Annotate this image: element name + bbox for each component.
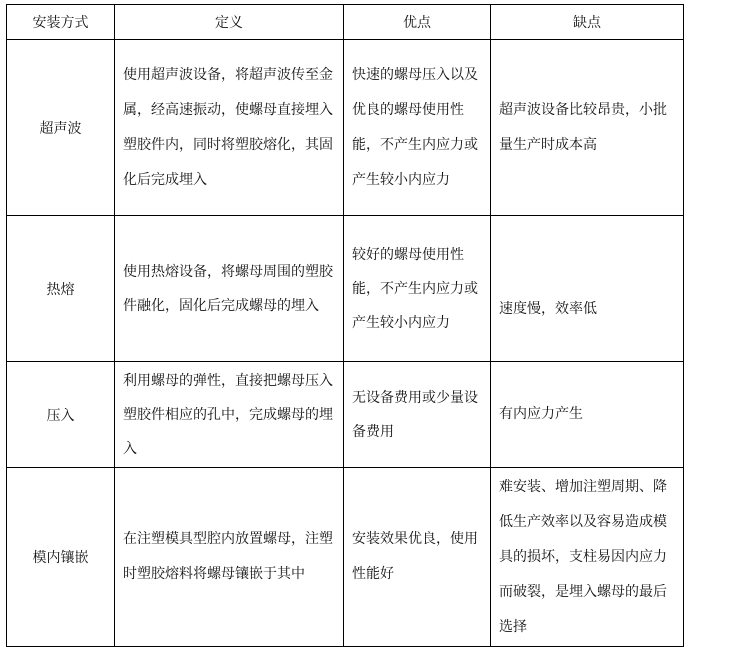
table-row (7, 362, 684, 468)
header-method: 安装方式 (7, 5, 115, 40)
table-row (7, 40, 684, 216)
definition-cell: 使用超声波设备，将超声波传至金属，经高速振动，使螺母直接埋入塑胶件内，同时将塑胶熔化，其固化后完成埋入 (115, 40, 344, 216)
method-cell: 压入 (7, 362, 115, 468)
method-cell: 热熔 (7, 216, 115, 362)
table-row (7, 468, 684, 647)
table-row (7, 216, 684, 362)
pros-cell: 快速的螺母压入以及优良的螺母使用性能，不产生内应力或产生较小内应力 (344, 40, 491, 216)
pros-cell: 无设备费用或少量设备费用 (344, 362, 491, 468)
header-definition: 定义 (115, 5, 344, 40)
pros-cell: 较好的螺母使用性能，不产生内应力或产生较小内应力 (344, 216, 491, 362)
method-cell: 模内镶嵌 (7, 468, 115, 647)
definition-cell: 使用热熔设备，将螺母周围的塑胶件融化，固化后完成螺母的埋入 (115, 216, 344, 362)
header-row (7, 5, 684, 40)
cons-cell: 超声波设备比较昂贵，小批量生产时成本高 (491, 40, 684, 216)
definition-cell: 利用螺母的弹性，直接把螺母压入塑胶件相应的孔中，完成螺母的埋入 (115, 362, 344, 468)
pros-cell: 安装效果优良，使用性能好 (344, 468, 491, 647)
header-cons: 缺点 (491, 5, 684, 40)
cons-cell: 难安装、增加注塑周期、降低生产效率以及容易造成模具的损坏，支柱易因内应力而破裂，是埋入螺母的最后选择 (491, 468, 684, 647)
installation-methods-table (6, 4, 684, 647)
cons-cell: 有内应力产生 (491, 362, 684, 468)
definition-cell: 在注塑模具型腔内放置螺母，注塑时塑胶熔料将螺母镶嵌于其中 (115, 468, 344, 647)
cons-cell: 速度慢，效率低 (491, 216, 684, 362)
header-pros: 优点 (344, 5, 491, 40)
method-cell: 超声波 (7, 40, 115, 216)
